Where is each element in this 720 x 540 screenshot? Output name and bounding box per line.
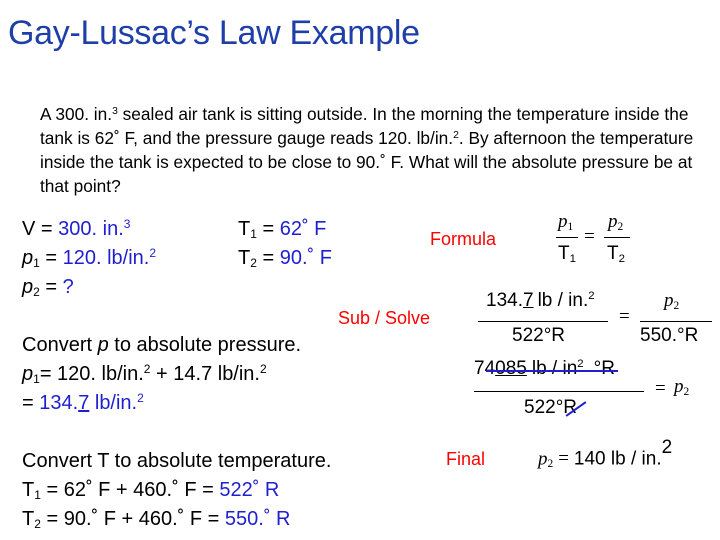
solve-rhs: $p_2$ [674, 376, 690, 398]
solve-equals: = [655, 378, 666, 399]
absolute-pressure-value: 134.7 lb/in.$^2$ [39, 390, 144, 414]
formula-den-right: $T_2$ [607, 243, 625, 265]
sub-frac-line-left [478, 321, 608, 322]
sub-frac-line-right [640, 321, 712, 322]
formula-frac-line-left [556, 237, 578, 238]
given-p1-value: 120. lb/in.$^2$ [62, 245, 157, 269]
label-formula: Formula [430, 229, 497, 249]
formula-num-left: $p_1$ [558, 211, 574, 233]
problem-text-a: A 300. in. [40, 104, 113, 124]
problem-sup-pressure: 2 [453, 129, 459, 141]
problem-text-b: sealed air tank is sitting outside. In the morning the temperature inside the tank is 62˚ F, and the pressure gauge reads 120. lb/in. [40, 104, 689, 148]
formula-equals: = [584, 226, 595, 247]
given-volume-value: 300. in.$^3$ [58, 216, 131, 240]
given-p2-value: ? [62, 276, 74, 298]
absolute-t2-value: 550.˚ R [224, 508, 291, 530]
cancel-line-r [486, 370, 618, 372]
absolute-t1-value: 522˚ R [219, 479, 280, 501]
convert-t2-line: $T_2$ = 90.˚ F + 460.˚ F = 550.˚ R [22, 508, 291, 531]
solve-frac-line [474, 391, 644, 392]
page-title: Gay-Lussac’s Law Example [8, 14, 420, 52]
solve-denominator: 522°R [524, 397, 578, 418]
sub-equals: = [619, 306, 630, 327]
sub-denominator-right: 550.°R [640, 325, 699, 346]
given-p1: $p_1 = 120$. lb/in.$^2$ [22, 245, 157, 270]
problem-statement [40, 102, 705, 198]
convert-t1-line: $T_1$ = 62˚ F + 460.˚ F = 522˚ R [22, 479, 280, 502]
given-t2-value: 90.˚ F [279, 247, 332, 269]
given-t1-value: 62˚ F [279, 218, 327, 240]
sub-numerator-right: $p_2$ [664, 290, 680, 312]
convert-temperature-heading: Convert T to absolute temperature. [22, 450, 332, 472]
given-t2: $T_2$ = 90.˚ F [238, 247, 332, 270]
given-p2: $p_2$ = ? [22, 276, 74, 299]
problem-text-c: . By afternoon the temperature inside the tank is expected to be close to 90.˚ F. What will the absolute pressure be at that point? [40, 128, 694, 196]
solve-numerator: 74085 lb / $in^2$ °R [474, 358, 615, 379]
formula-den-left: $T_1$ [558, 243, 576, 265]
given-volume: V = 300. in.$^3$ [22, 216, 131, 240]
sub-numerator-left: 134.7 lb / in.$^2$ [486, 290, 595, 311]
problem-sup-volume: 3 [112, 105, 118, 117]
formula-num-right: $p_2$ [608, 211, 624, 233]
sub-denominator-left: 522°R [512, 325, 566, 346]
convert-pressure-line1: $p_1= 120$. lb/in.$^2$ + 14.7 lb/in.$^2$ [22, 361, 267, 386]
formula-frac-line-right [604, 237, 630, 238]
given-t1: $T_1$ = 62˚ F [238, 218, 327, 241]
label-sub-solve: Sub / Solve [338, 308, 431, 328]
convert-pressure-heading: Convert p to absolute pressure. [22, 334, 302, 356]
final-equation: $p_2 = 140$ lb / in.$^2$ [538, 437, 673, 471]
label-final: Final [446, 449, 486, 469]
convert-pressure-result: = 134.7 lb/in.$^2$ [22, 390, 144, 414]
